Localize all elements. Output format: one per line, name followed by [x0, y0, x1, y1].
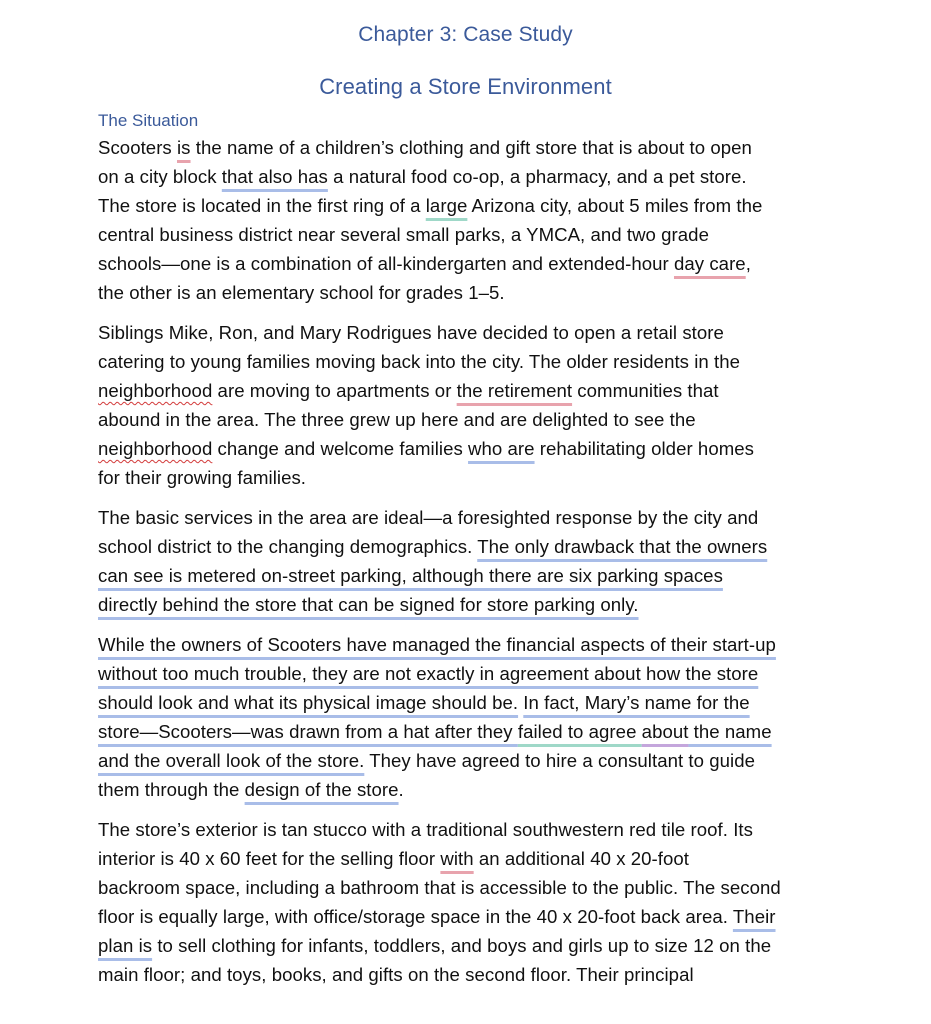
- text-line: Siblings Mike, Ron, and Mary Rodrigues have decided to open a retail store: [98, 322, 724, 343]
- text-line: neighborhood change and welcome families who are rehabilitating older homes: [98, 438, 754, 459]
- grammar-suggestion[interactable]: without too much trouble, they are not exactly in agreement about how the store: [98, 663, 759, 684]
- text-line: interior is 40 x 60 feet for the selling floor with an additional 40 x 20-foot: [98, 848, 689, 869]
- text-line: [98, 717, 858, 746]
- text-line: for their growing families.: [98, 467, 307, 488]
- text-line: [98, 688, 858, 717]
- paragraph-1: [98, 133, 858, 307]
- text-line: plan is to sell clothing for infants, toddlers, and boys and girls up to size 12 on the: [98, 935, 772, 956]
- grammar-suggestion[interactable]: The only drawback that the owners: [477, 536, 768, 557]
- text-line: [98, 659, 858, 688]
- text-line: The store’s exterior is tan stucco with a traditional southwestern red tile roof. Its: [98, 819, 753, 840]
- clarity-suggestion[interactable]: is: [177, 137, 191, 158]
- text-line: central business district near several small parks, a YMCA, and two grade: [98, 224, 709, 245]
- grammar-suggestion[interactable]: can see is metered on-street parking, although there are six parking spaces: [98, 565, 723, 586]
- text-line: The store is located in the first ring of a large Arizona city, about 5 miles from the: [98, 195, 763, 216]
- grammar-suggestion[interactable]: design of the store: [244, 779, 399, 800]
- vocabulary-suggestion[interactable]: large: [425, 195, 468, 216]
- grammar-suggestion[interactable]: Their: [732, 906, 776, 927]
- text-line: catering to young families moving back into the city. The older residents in the: [98, 351, 741, 372]
- text-line: them through the design of the store.: [98, 779, 404, 800]
- grammar-suggestion[interactable]: store—Scooters—was drawn from a hat after they: [98, 721, 518, 742]
- spelling-suggestion[interactable]: neighborhood: [98, 438, 213, 459]
- clarity-suggestion[interactable]: day care: [673, 253, 746, 274]
- text-line: [98, 630, 858, 659]
- text-line: backroom space, including a bathroom that is accessible to the public. The second: [98, 877, 781, 898]
- text-line: school district to the changing demographics. The only drawback that the owners: [98, 536, 768, 557]
- paragraph-3: [98, 503, 858, 619]
- grammar-suggestion[interactable]: that also has: [221, 166, 328, 187]
- grammar-suggestion[interactable]: In fact, Mary’s name for the: [523, 692, 750, 713]
- section-heading: The Situation: [98, 111, 199, 130]
- clarity-suggestion[interactable]: with: [440, 848, 474, 869]
- text-line: [98, 590, 858, 619]
- chapter-title: Chapter 3: Case Study: [358, 23, 573, 46]
- text-line: main floor; and toys, books, and gifts on the second floor. Their principal: [98, 964, 694, 985]
- clarity-suggestion[interactable]: the retirement: [456, 380, 573, 401]
- grammar-suggestion[interactable]: and the overall look of the store.: [98, 750, 365, 771]
- text-line: Scooters is the name of a children’s clothing and gift store that is about to open: [98, 137, 752, 158]
- text-line: on a city block that also has a natural food co-op, a pharmacy, and a pet store.: [98, 166, 747, 187]
- text-line: The basic services in the area are ideal—a foresighted response by the city and: [98, 507, 759, 528]
- paragraph-5: [98, 815, 858, 989]
- page-heading: Creating a Store Environment: [319, 74, 612, 99]
- grammar-suggestion[interactable]: should look and what its physical image should be.: [98, 692, 519, 713]
- text-line: floor is equally large, with office/storage space in the 40 x 20-foot back area. Their: [98, 906, 776, 927]
- grammar-suggestion[interactable]: plan is: [98, 935, 153, 956]
- spelling-suggestion[interactable]: neighborhood: [98, 380, 213, 401]
- grammar-suggestion[interactable]: who are: [468, 438, 535, 459]
- text-line: the other is an elementary school for grades 1–5.: [98, 282, 505, 303]
- text-line: abound in the area. The three grew up here and are delighted to see the: [98, 409, 696, 430]
- text-line: schools—one is a combination of all-kindergarten and extended-hour day care,: [98, 253, 751, 274]
- grammar-suggestion[interactable]: While the owners of Scooters have managed the financial aspects of their start-up: [98, 634, 776, 655]
- grammar-suggestion[interactable]: the name: [688, 721, 772, 742]
- vocabulary-suggestion[interactable]: failed to agree: [517, 721, 642, 742]
- paragraph-4: [98, 630, 858, 804]
- text-line: neighborhood are moving to apartments or the retirement communities that: [98, 380, 719, 401]
- text-line: and the overall look of the store. They have agreed to hire a consultant to guide: [98, 750, 755, 771]
- paragraph-2: [98, 318, 858, 492]
- text-line: [98, 561, 858, 590]
- style-suggestion[interactable]: about: [641, 721, 689, 742]
- grammar-suggestion[interactable]: directly behind the store that can be signed for store parking only.: [98, 594, 639, 615]
